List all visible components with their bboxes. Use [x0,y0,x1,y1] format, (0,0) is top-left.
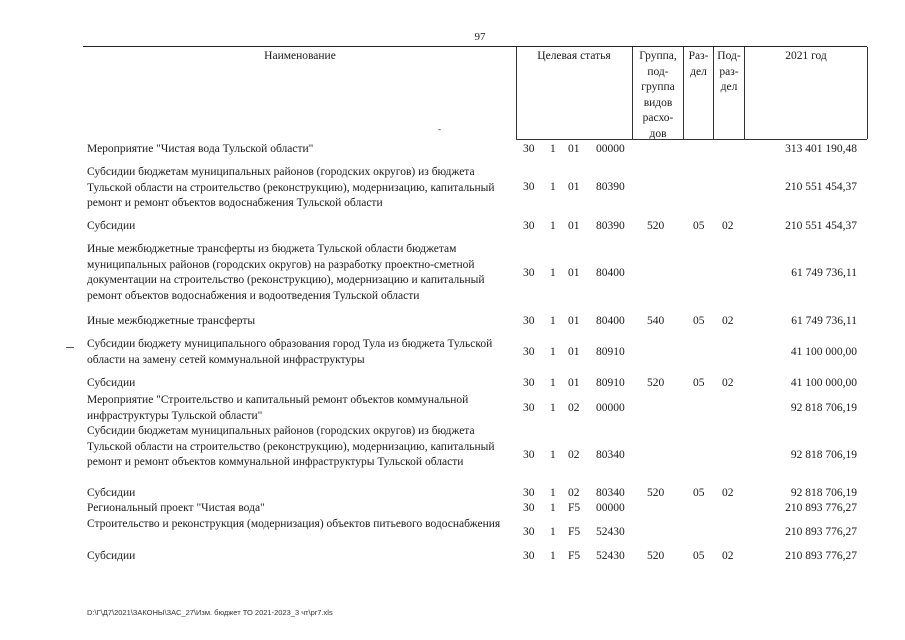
target-article-code: 30 [523,315,535,327]
target-article-code: 1 [550,220,556,232]
target-article-code: 1 [550,526,556,538]
file-path-footer: D:\Г\Д7\2021\ЗАКОНЫ\ЗАС_27\Изм. бюджет ТО 2021-2023_3 чт\pr7.xls [87,608,333,617]
target-article-code: 01 [568,181,580,193]
row-name: Субсидии [87,487,136,499]
header-divider [867,47,868,139]
target-article-code: 1 [550,267,556,279]
target-article-code: F5 [568,502,581,514]
target-article-code: 52430 [596,526,625,538]
group-code: 520 [647,220,665,232]
row-name: Региональный проект "Чистая вода" [87,502,265,514]
amount: 92 818 706,19 [790,402,857,414]
section-code: 05 [693,220,705,232]
target-article-code: 00000 [596,402,625,414]
target-article-code: 1 [550,181,556,193]
header-subsection: Под- раз- дел [717,50,741,93]
row-name: Субсидии бюджету муниципального образования город Тула из бюджета Тульской области на замену сетей коммунальной инфраструктуры [87,338,493,366]
target-article-code: F5 [568,526,581,538]
row-name: Субсидии бюджетам муниципальных районов (городских округов) из бюджета Тульской области на строительство (реконструкцию), модернизацию, капитальный ремонт и ремонт объектов водоснабжения Тульской области [87,166,495,209]
target-article-code: 30 [523,526,535,538]
target-article-code: 30 [523,346,535,358]
group-code: 520 [647,377,665,389]
target-article-code: 1 [550,346,556,358]
amount: 61 749 736,11 [791,315,857,327]
amount: 313 401 190,48 [785,143,857,155]
target-article-code: 01 [568,220,580,232]
amount: 92 818 706,19 [790,487,857,499]
target-article-code: 30 [523,550,535,562]
group-code: 520 [647,550,665,562]
target-article-code: 30 [523,220,535,232]
header-year: 2021 год [785,50,827,62]
row-name: Строительство и реконструкция (модернизация) объектов питьевого водоснабжения [87,518,501,530]
group-code: 520 [647,487,665,499]
target-article-code: 30 [523,449,535,461]
target-article-code: 1 [550,487,556,499]
target-article-code: 80390 [596,220,625,232]
row-name: Субсидии [87,550,136,562]
target-article-code: 30 [523,402,535,414]
target-article-code: 80910 [596,377,625,389]
margin-dash [66,347,74,348]
target-article-code: 30 [523,377,535,389]
subsection-code: 02 [722,220,734,232]
row-name: Субсидии бюджетам муниципальных районов (городских округов) из бюджета Тульской области на строительство (реконструкцию), модернизацию, капитальный ремонт и ремонт объектов коммунальной инфраструктуры Тульской области [87,425,495,468]
target-article-code: 80400 [596,267,625,279]
target-article-code: 80340 [596,487,625,499]
target-article-code: 30 [523,502,535,514]
row-name: Мероприятие "Строительство и капитальный ремонт объектов коммунальной инфраструктуры Тульской области" [87,394,469,422]
section-code: 05 [693,315,705,327]
target-article-code: 1 [550,550,556,562]
subsection-code: 02 [722,377,734,389]
subsection-code: 02 [722,487,734,499]
amount: 61 749 736,11 [791,267,857,279]
target-article-code: F5 [568,550,581,562]
target-article-code: 01 [568,267,580,279]
target-article-code: 80390 [596,181,625,193]
row-name: Мероприятие "Чистая вода Тульской области" [87,143,314,155]
target-article-code: 30 [523,267,535,279]
target-article-code: 30 [523,181,535,193]
row-name: Иные межбюджетные трансферты [87,315,256,327]
subsection-code: 02 [722,550,734,562]
group-code: 540 [647,315,665,327]
header-name: Наименование [264,50,336,62]
target-article-code: 80400 [596,315,625,327]
amount: 210 551 454,37 [785,181,857,193]
amount: 92 818 706,19 [790,449,857,461]
page-number: 97 [474,31,486,43]
target-article-code: 30 [523,487,535,499]
header-group: Группа, под- группа видов расхо- дов [639,50,677,140]
target-article-code: 1 [550,502,556,514]
section-code: 05 [693,487,705,499]
header-tick-mark: - [438,124,441,134]
target-article-code: 52430 [596,550,625,562]
row-name: Иные межбюджетные трансферты из бюджета Тульской области бюджетам муниципальных районов (городских округов) на разработку проектно-сметной документации на строительство (реконструкцию), модернизацию и капитальный ремонт объектов водоснабжения и водоотведения Тульской области [87,243,485,302]
header-target-article: Целевая статья [537,50,611,62]
amount: 41 100 000,00 [790,346,857,358]
section-code: 05 [693,550,705,562]
target-article-code: 01 [568,377,580,389]
subsection-code: 02 [722,315,734,327]
target-article-code: 01 [568,143,580,155]
target-article-code: 02 [568,449,580,461]
target-article-code: 80340 [596,449,625,461]
target-article-code: 1 [550,402,556,414]
amount: 210 551 454,37 [785,220,857,232]
header-section: Раз- дел [688,50,709,78]
amount: 210 893 776,27 [785,550,857,562]
amount: 210 893 776,27 [785,526,857,538]
amount: 41 100 000,00 [790,377,857,389]
target-article-code: 1 [550,377,556,389]
target-article-code: 1 [550,449,556,461]
target-article-code: 01 [568,315,580,327]
row-name: Субсидии [87,377,136,389]
row-name: Субсидии [87,220,136,232]
target-article-code: 30 [523,143,535,155]
header-bottom-rule [516,139,867,140]
target-article-code: 80910 [596,346,625,358]
target-article-code: 00000 [596,502,625,514]
amount: 210 893 776,27 [785,502,857,514]
target-article-code: 1 [550,315,556,327]
target-article-code: 01 [568,346,580,358]
target-article-code: 02 [568,402,580,414]
target-article-code: 1 [550,143,556,155]
target-article-code: 02 [568,487,580,499]
target-article-code: 00000 [596,143,625,155]
section-code: 05 [693,377,705,389]
